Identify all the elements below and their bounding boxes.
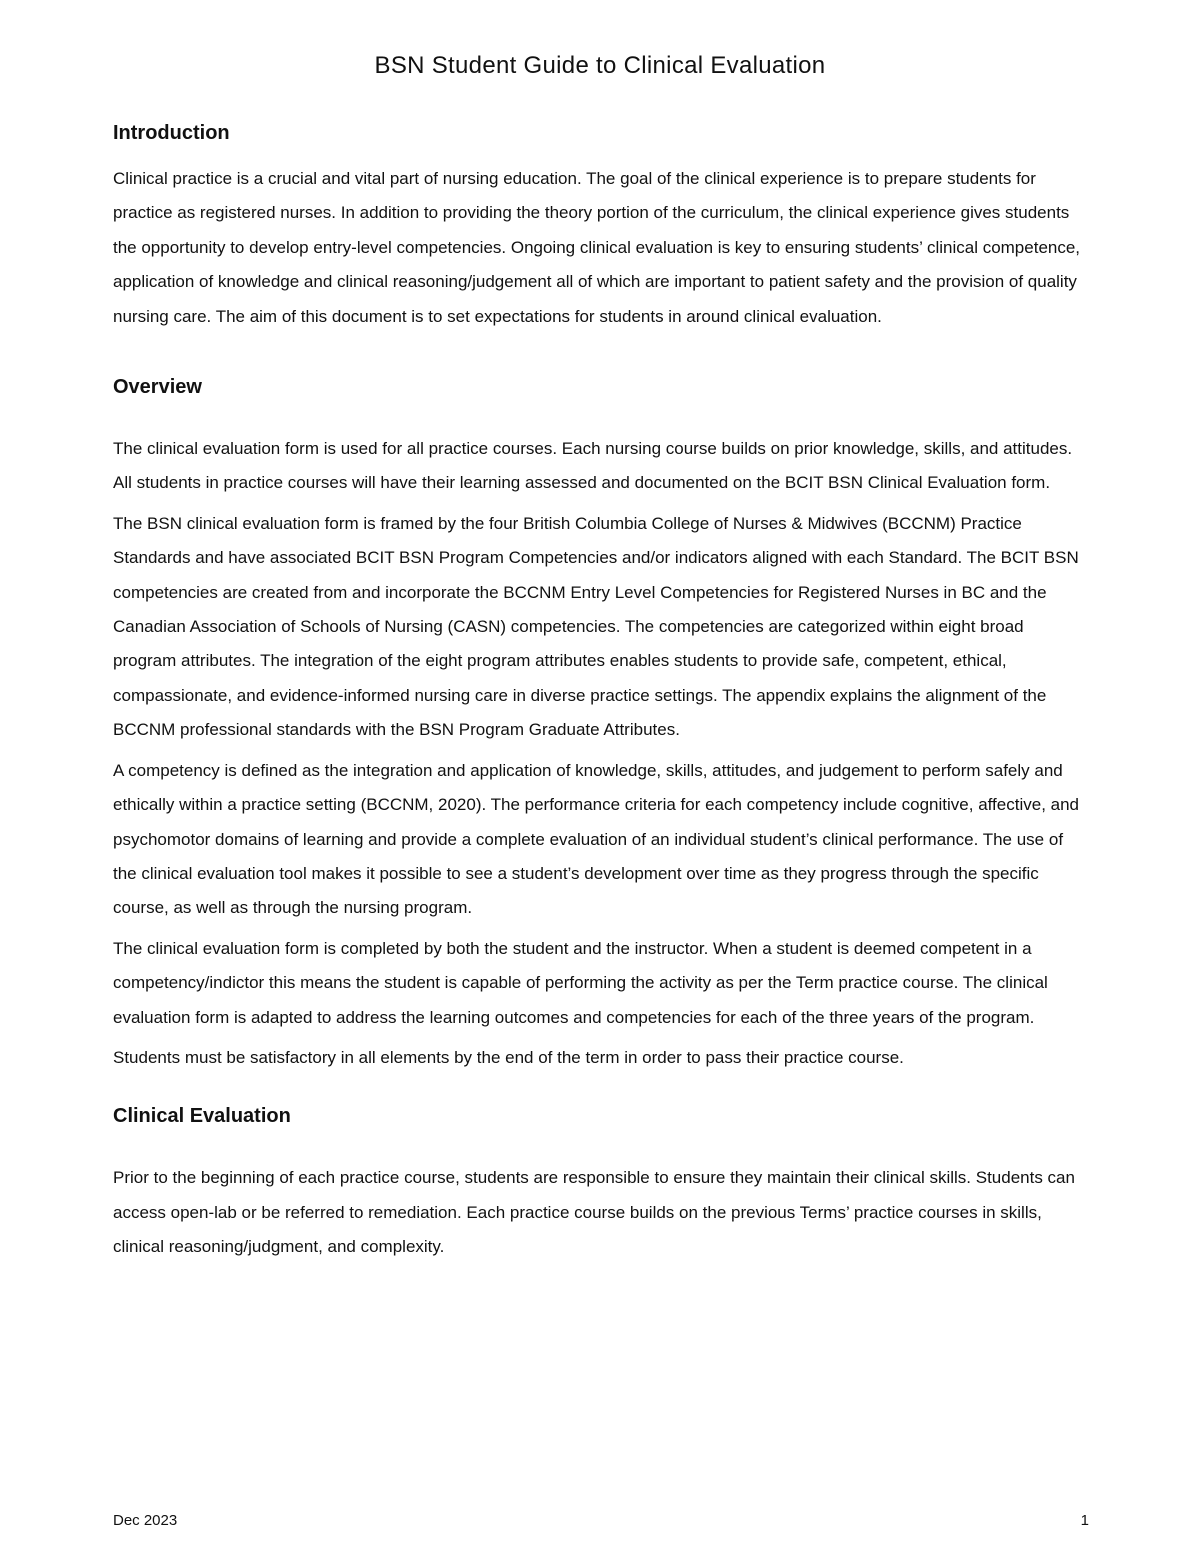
document-body	[113, 118, 1088, 1271]
overview-paragraph: The BSN clinical evaluation form is framed by the four British Columbia College of Nurses & Midwives (BCCNM) Practice Standards and have associated BCIT BSN Program Competencies and/or indicators aligned with each Standard. The BCIT BSN competencies are created from and incorporate the BCCNM Entry Level Competencies for Registered Nurses in BC and the Canadian Association of Schools of Nursing (CASN) competencies. The competencies are categorized within eight broad program attributes. The integration of the eight program attributes enables students to provide safe, competent, ethical, compassionate, and evidence-informed nursing care in diverse practice settings. The appendix explains the alignment of the BCCNM professional standards with the BSN Program Graduate Attributes.	[113, 513, 1079, 740]
overview-paragraph: A competency is defined as the integration and application of knowledge, skills, attitudes, and judgement to perform safely and ethically within a practice setting (BCCNM, 2020). The performance criteria for each competency include cognitive, affective, and psychomotor domains of learning and provide a complete evaluation of an individual student’s clinical performance. The use of the clinical evaluation tool makes it possible to see a student’s development over time as they progress through the specific course, as well as through the nursing program.	[113, 760, 1080, 918]
introduction-paragraph: Clinical practice is a crucial and vital part of nursing education. The goal of the clinical experience is to prepare students for practice as registered nurses. In addition to providing the theory portion of the curriculum, the clinical experience gives students the opportunity to develop entry-level competencies. Ongoing clinical evaluation is key to ensuring students’ clinical competence, application of knowledge and clinical reasoning/judgement all of which are important to patient safety and the provision of quality nursing care. The aim of this document is to set expectations for students in around clinical evaluation.	[113, 169, 1081, 326]
document-title: BSN Student Guide to Clinical Evaluation	[374, 52, 826, 79]
footer-page-number: 1	[1080, 1512, 1089, 1529]
section-heading-introduction: Introduction	[113, 122, 230, 144]
overview-paragraph: The clinical evaluation form is used for all practice courses. Each nursing course builds on prior knowledge, skills, and attitudes. All students in practice courses will have their learning assessed and documented on the BCIT BSN Clinical Evaluation form.	[113, 439, 1073, 493]
footer-date: Dec 2023	[113, 1512, 178, 1529]
clinical-evaluation-paragraph: Prior to the beginning of each practice course, students are responsible to ensure they maintain their clinical skills. Students can access open-lab or be referred to remediation. Each practice course builds on the previous Terms’ practice courses in skills, clinical reasoning/judgment, and complexity.	[113, 1168, 1075, 1257]
section-heading-clinical-evaluation: Clinical Evaluation	[113, 1105, 291, 1128]
overview-paragraph: The clinical evaluation form is completed by both the student and the instructor. When a student is deemed competent in a competency/indictor this means the student is capable of performing the activity as per the Term practice course. The clinical evaluation form is adapted to address the learning outcomes and competencies for each of the three years of the program.	[113, 938, 1048, 1027]
overview-paragraph: Students must be satisfactory in all elements by the end of the term in order to pass their practice course.	[113, 1047, 904, 1067]
section-heading-overview: Overview	[113, 376, 202, 399]
